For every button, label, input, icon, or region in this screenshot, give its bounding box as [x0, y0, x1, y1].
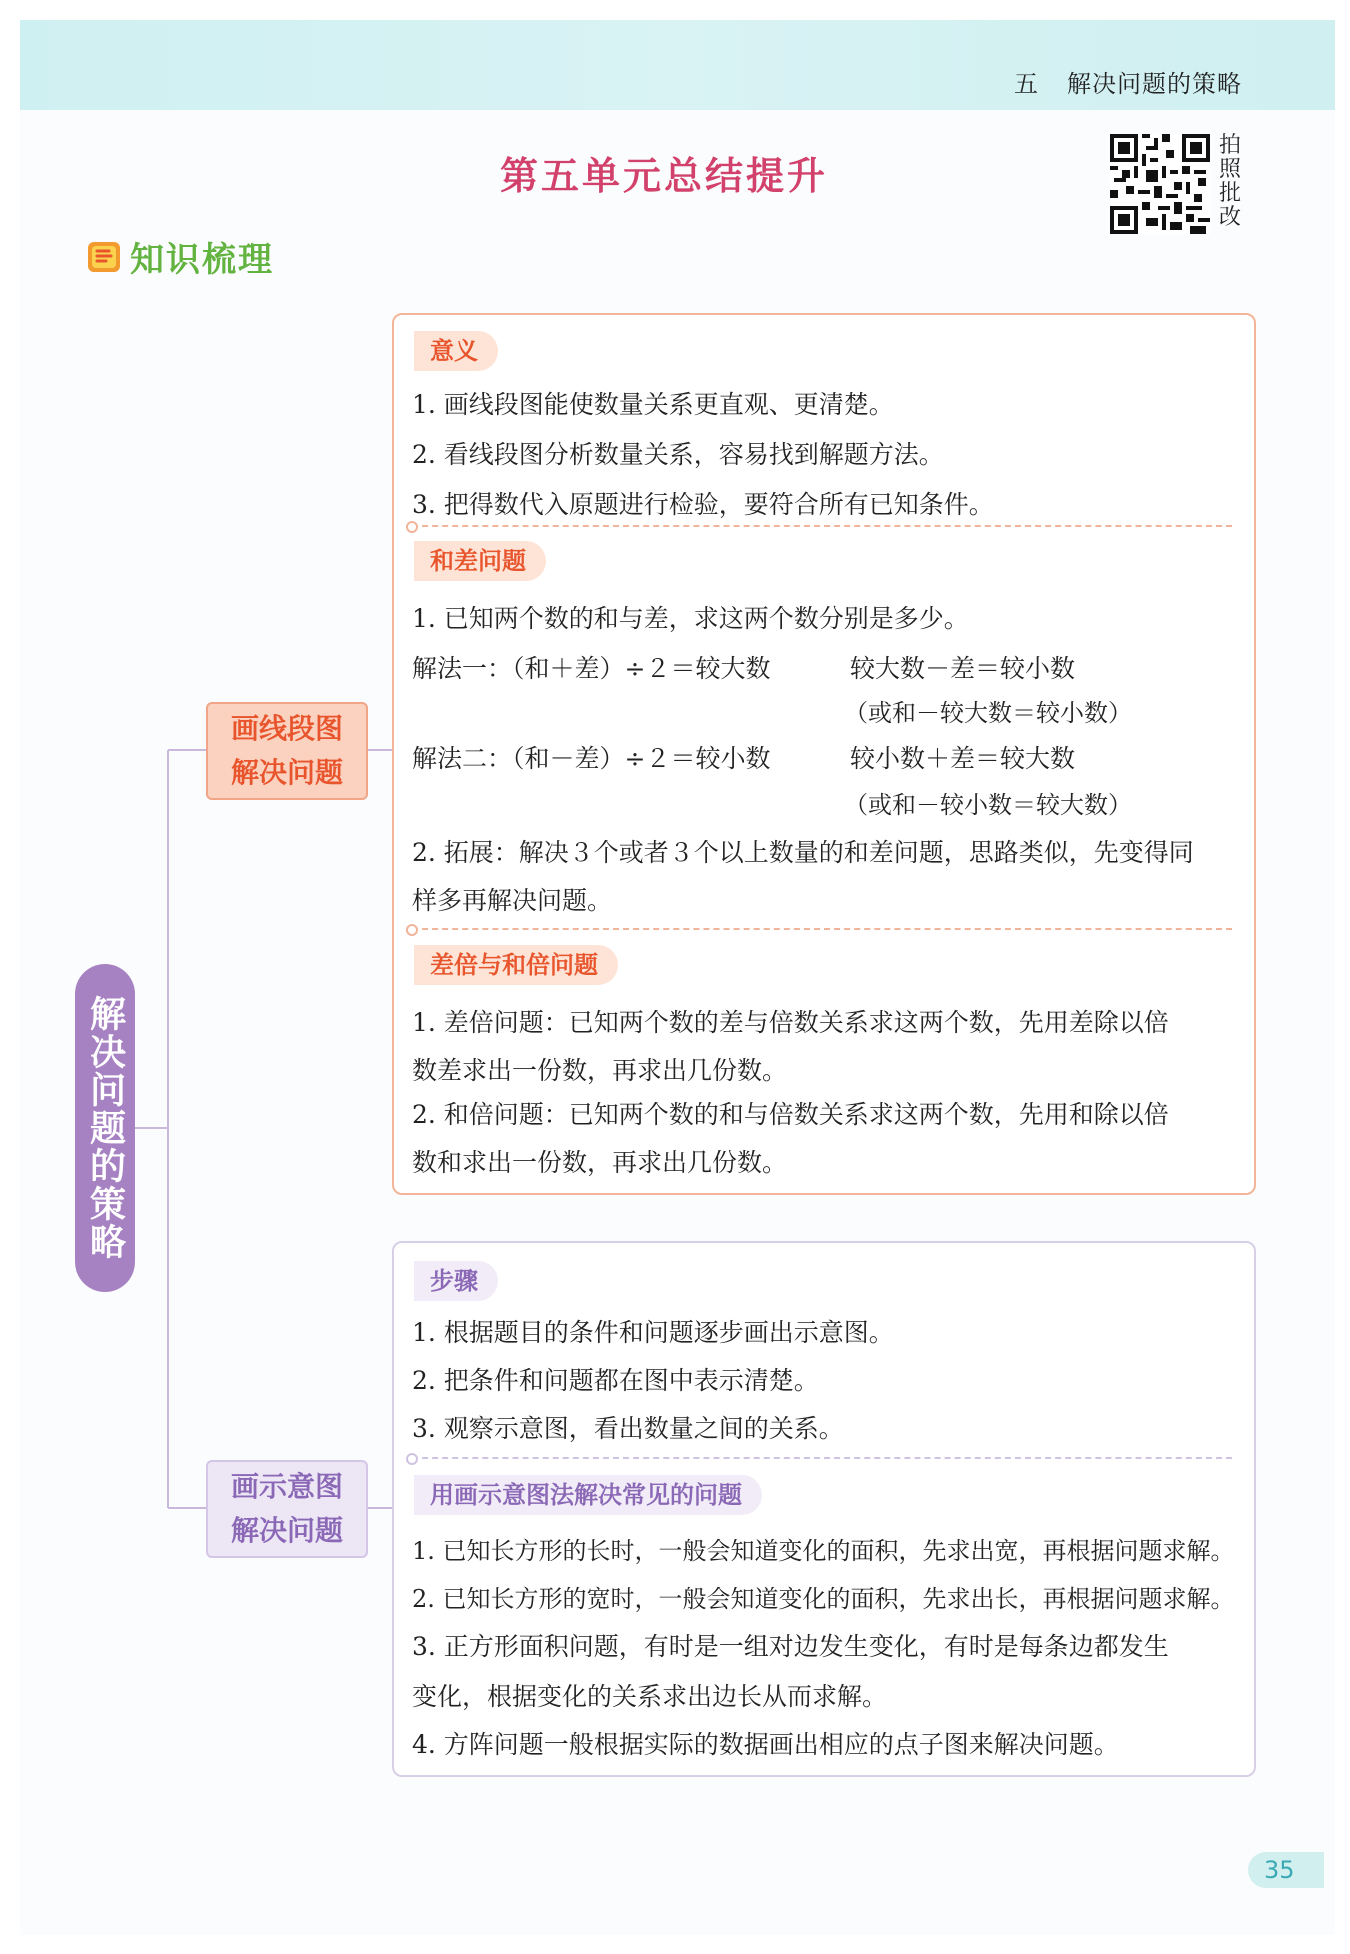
method2-left: 解法二：（和－差）÷２＝较小数 — [412, 744, 771, 773]
tag-meaning: 意义 — [414, 331, 498, 371]
sum-diff-extension: 样多再解决问题。 — [412, 886, 613, 915]
sum-diff-extension: 2. 拓展：解决３个或者３个以上数量的和差问题，思路类似，先变得同 — [412, 838, 1194, 867]
method2-alt: （或和－较小数＝较大数） — [844, 791, 1132, 819]
common-item: 3. 正方形面积问题，有时是一组对边发生变化，有时是每条边都发生 — [412, 1632, 1169, 1661]
meaning-item: 2. 看线段图分析数量关系，容易找到解题方法。 — [412, 440, 944, 469]
tag-multiple: 差倍与和倍问题 — [414, 945, 618, 985]
multiple-item: 数差求出一份数，再求出几份数。 — [412, 1056, 788, 1085]
sum-diff-item: 1. 已知两个数的和与差，求这两个数分别是多少。 — [412, 604, 969, 633]
meaning-item: 1. 画线段图能使数量关系更直观、更清楚。 — [412, 390, 894, 419]
method1-left: 解法一：（和＋差）÷２＝较大数 — [412, 654, 771, 683]
unit-title: 第五单元总结提升 — [500, 154, 829, 198]
multiple-item: 2. 和倍问题：已知两个数的和与倍数关系求这两个数，先用和除以倍 — [412, 1100, 1169, 1129]
qr-label: 拍照批改 — [1218, 133, 1241, 230]
divider — [412, 928, 1232, 930]
divider — [412, 525, 1232, 527]
common-item: 2. 已知长方形的宽时，一般会知道变化的面积，先求出长，再根据问题求解。 — [412, 1585, 1235, 1613]
tag-sum-diff: 和差问题 — [414, 541, 546, 581]
steps-item: 2. 把条件和问题都在图中表示清楚。 — [412, 1366, 819, 1395]
branch-line-1: 画示意图 — [230, 1470, 343, 1503]
branch-line-1: 画线段图 — [230, 712, 343, 745]
sketch-diagram-content-box — [392, 1241, 1256, 1777]
mindmap-root — [75, 964, 135, 1292]
line-diagram-content-box — [392, 313, 1256, 1195]
steps-item: 1. 根据题目的条件和问题逐步画出示意图。 — [412, 1318, 894, 1347]
chapter-title: 解决问题的策略 — [1067, 70, 1242, 98]
tag-steps: 步骤 — [414, 1261, 498, 1301]
steps-item: 3. 观察示意图，看出数量之间的关系。 — [412, 1414, 844, 1443]
method1-alt: （或和－较大数＝较小数） — [844, 699, 1132, 727]
chapter-number: 五 — [1014, 70, 1039, 98]
root-label: 解决问题的策略 — [84, 995, 126, 1261]
multiple-item: 1. 差倍问题：已知两个数的差与倍数关系求这两个数，先用差除以倍 — [412, 1008, 1169, 1037]
section-title: 知识梳理 — [130, 240, 274, 280]
page-number: 35 — [1248, 1852, 1324, 1888]
divider — [412, 1457, 1232, 1459]
method1-right: 较大数－差＝较小数 — [850, 654, 1076, 683]
branch-line-diagram — [206, 702, 368, 800]
common-item: 4. 方阵问题一般根据实际的数据画出相应的点子图来解决问题。 — [412, 1730, 1119, 1759]
multiple-item: 数和求出一份数，再求出几份数。 — [412, 1148, 788, 1177]
common-item: 1. 已知长方形的长时，一般会知道变化的面积，先求出宽，再根据问题求解。 — [412, 1537, 1235, 1565]
branch-sketch-diagram — [206, 1460, 368, 1558]
common-item: 变化，根据变化的关系求出边长从而求解。 — [412, 1682, 888, 1711]
method2-right: 较小数＋差＝较大数 — [850, 744, 1076, 773]
branch-line-2: 解决问题 — [230, 1514, 343, 1547]
meaning-item: 3. 把得数代入原题进行检验，要符合所有已知条件。 — [412, 490, 994, 519]
branch-line-2: 解决问题 — [230, 756, 343, 789]
tag-common-problems: 用画示意图法解决常见的问题 — [414, 1475, 762, 1515]
